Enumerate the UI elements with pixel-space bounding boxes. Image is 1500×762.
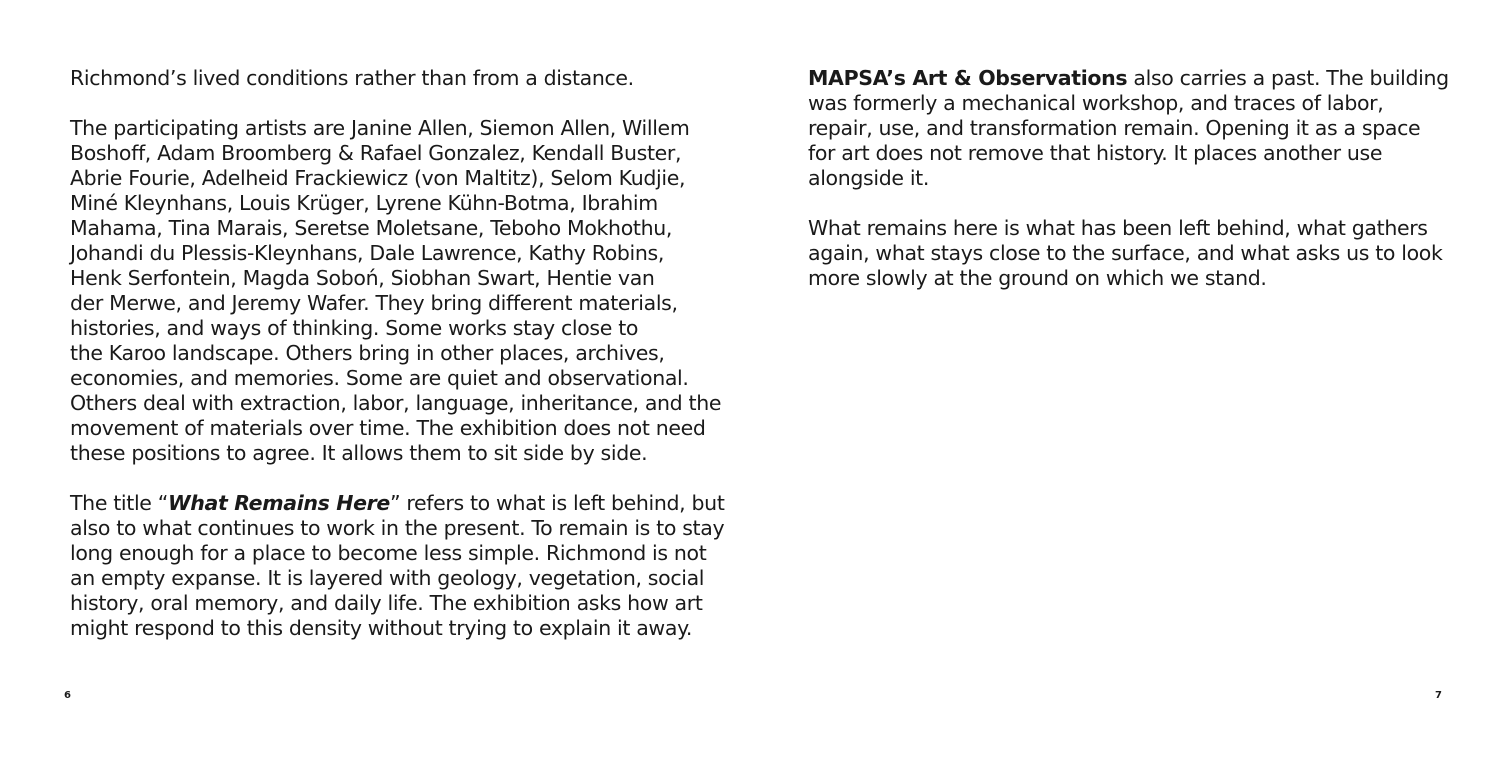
venue-name: MAPSA’s Art & Observations	[808, 66, 1128, 90]
paragraph-title-meaning	[70, 491, 730, 641]
text-line: alongside it.	[808, 166, 930, 190]
text-line: Richmond’s lived conditions rather than from a distance.	[70, 66, 634, 90]
text-line: might respond to this density without trying to explain it away.	[70, 616, 693, 640]
right-page-body	[808, 66, 1448, 316]
page-number-right: 7	[1435, 690, 1443, 701]
paragraph-intro-continued	[70, 66, 730, 91]
text-line: repair, use, and transformation remain. Opening it as a space	[808, 116, 1421, 140]
text-line: Miné Kleynhans, Louis Krüger, Lyrene Kühn-Botma, Ibrahim	[70, 191, 658, 215]
text-line: these positions to agree. It allows them to sit side by side.	[70, 441, 648, 465]
text-line: Johandi du Plessis-Kleynhans, Dale Lawrence, Kathy Robins,	[70, 241, 665, 265]
title-suffix: ” refers to what is left behind, but	[389, 491, 725, 515]
text-line: an empty expanse. It is layered with geology, vegetation, social	[70, 566, 705, 590]
lead-rest: also carries a past. The building	[1127, 66, 1449, 90]
text-line: history, oral memory, and daily life. The exhibition asks how art	[70, 591, 703, 615]
text-line: more slowly at the ground on which we stand.	[808, 266, 1267, 290]
page-number-left: 6	[64, 690, 72, 701]
text-line: What remains here is what has been left behind, what gathers	[808, 216, 1428, 240]
text-line: Mahama, Tina Marais, Seretse Moletsane, Teboho Mokhothu,	[70, 216, 673, 240]
text-line: histories, and ways of thinking. Some works stay close to	[70, 316, 639, 340]
text-line: also to what continues to work in the present. To remain is to stay	[70, 516, 725, 540]
exhibition-title: What Remains Here	[168, 491, 390, 515]
left-page-body	[70, 66, 730, 666]
text-line: der Merwe, and Jeremy Wafer. They bring different materials,	[70, 291, 678, 315]
text-line: the Karoo landscape. Others bring in other places, archives,	[70, 341, 665, 365]
text-line: Others deal with extraction, labor, language, inheritance, and the	[70, 391, 722, 415]
title-prefix: The title “	[70, 491, 169, 515]
text-line: long enough for a place to become less simple. Richmond is not	[70, 541, 707, 565]
paragraph-artists	[70, 116, 730, 466]
text-line	[70, 491, 730, 516]
text-line: Abrie Fourie, Adelheid Frackiewicz (von Maltitz), Selom Kudjie,	[70, 166, 686, 190]
text-line: Henk Serfontein, Magda Soboń, Siobhan Swart, Hentie van	[70, 266, 655, 290]
text-line: was formerly a mechanical workshop, and traces of labor,	[808, 91, 1384, 115]
text-line: again, what stays close to the surface, and what asks us to look	[808, 241, 1443, 265]
text-line: movement of materials over time. The exhibition does not need	[70, 416, 706, 440]
text-line: economies, and memories. Some are quiet and observational.	[70, 366, 689, 390]
paragraph-closing	[808, 216, 1448, 291]
text-line: Boshoff, Adam Broomberg & Rafael Gonzalez, Kendall Buster,	[70, 141, 682, 165]
text-line: The participating artists are Janine Allen, Siemon Allen, Willem	[70, 116, 690, 140]
paragraph-building-history	[808, 66, 1448, 191]
text-line	[808, 66, 1448, 91]
text-line: for art does not remove that history. It places another use	[808, 141, 1383, 165]
